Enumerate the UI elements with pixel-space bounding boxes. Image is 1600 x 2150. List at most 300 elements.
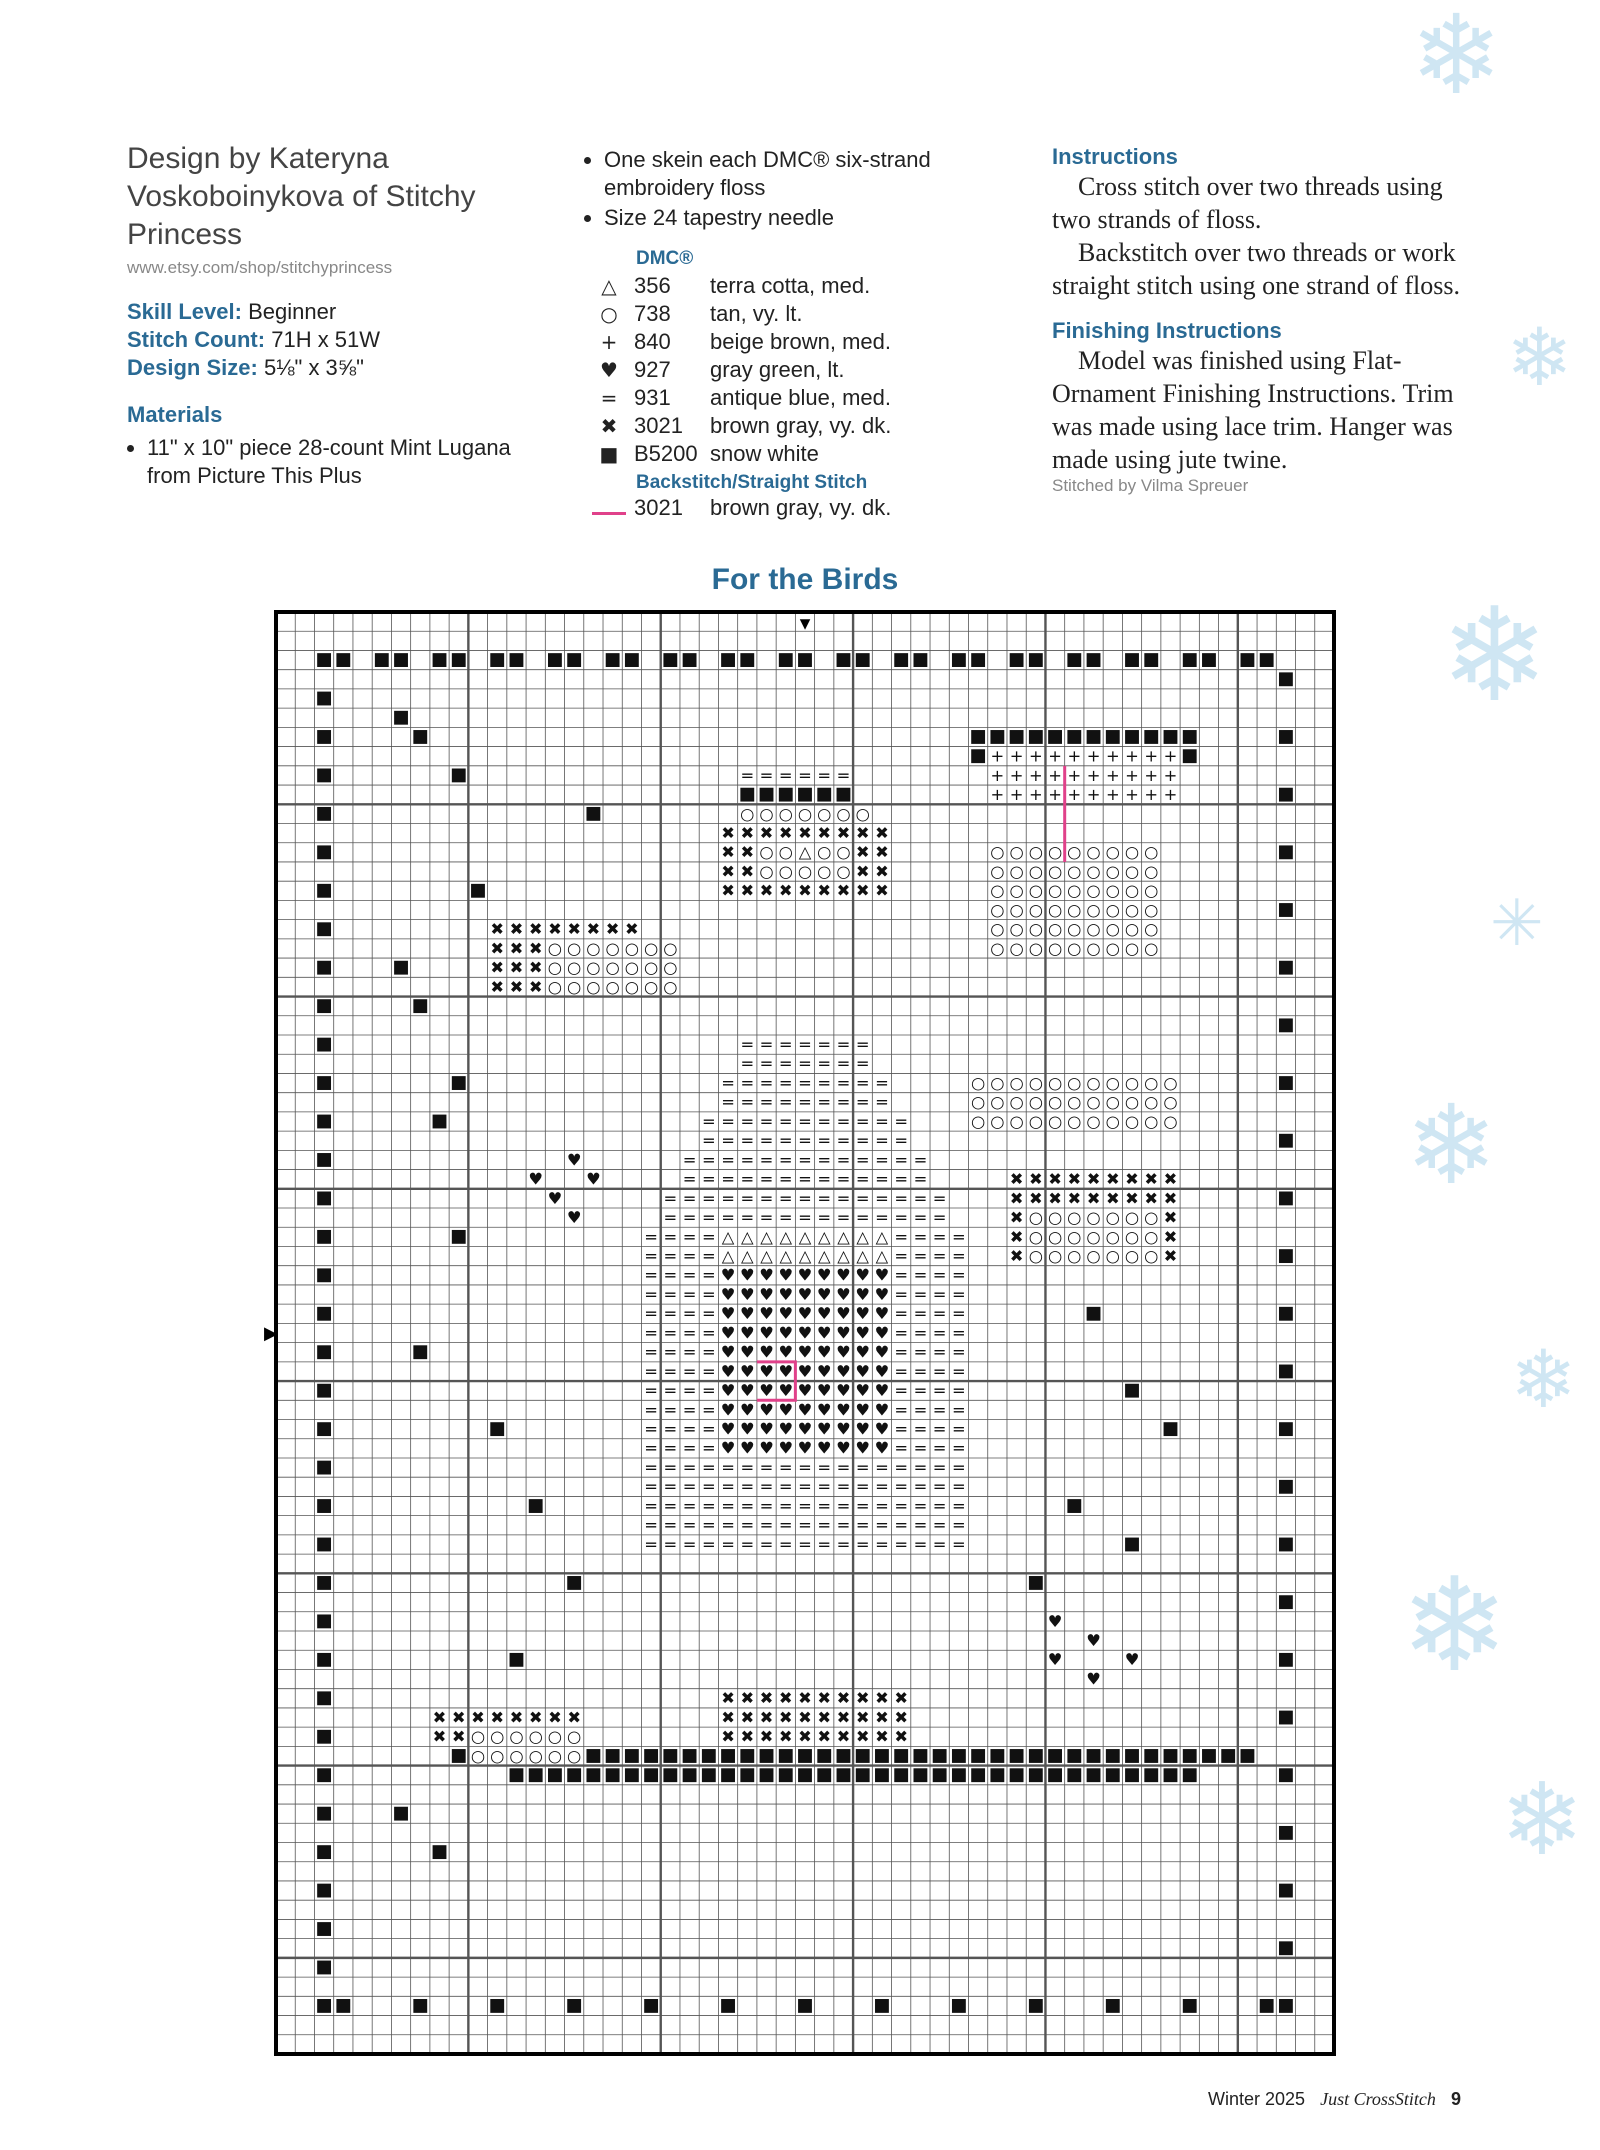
stitch-symbol: ✖	[625, 919, 639, 939]
stitch-symbol: =	[932, 1323, 947, 1343]
stitch-symbol	[856, 1768, 870, 1782]
stitch-symbol: =	[875, 1111, 889, 1131]
stitch-symbol: △	[779, 1246, 793, 1266]
stitch-symbol	[413, 730, 427, 744]
stitch-symbol: ○	[1028, 938, 1043, 958]
stitch-symbol: =	[798, 1034, 812, 1054]
stitch-symbol	[1241, 1749, 1255, 1763]
stitch-symbol	[644, 1999, 658, 2013]
stitch-symbol: ○	[971, 1073, 986, 1093]
stitch-symbol	[721, 1768, 735, 1782]
stitch-symbol: ♥	[759, 1400, 774, 1420]
stitch-symbol	[1010, 1749, 1024, 1763]
stitch-symbol: ✖	[855, 1707, 870, 1727]
stitch-symbol: ○	[1009, 900, 1024, 920]
stitch-symbol	[1144, 730, 1158, 744]
stitch-symbol: ♥	[759, 1419, 774, 1439]
stitch-symbol: ○	[1028, 1246, 1043, 1266]
key-row: ■ B5200 snow white	[584, 440, 1044, 468]
stitch-symbol: △	[798, 842, 812, 862]
stitch-symbol: ○	[1105, 1208, 1120, 1228]
stitch-symbol	[336, 653, 350, 667]
stitch-symbol: =	[644, 1477, 658, 1497]
stitch-symbol: =	[682, 1284, 697, 1304]
stitch-symbol	[586, 1768, 600, 1782]
stitch-symbol: =	[740, 1534, 755, 1554]
stitch-symbol	[856, 1749, 870, 1763]
stitch-symbol: =	[875, 1188, 889, 1208]
stitch-symbol	[1279, 1595, 1293, 1609]
stitch-symbol	[529, 1499, 543, 1513]
stitch-symbol: ✖	[509, 919, 524, 939]
stitch-symbol	[1164, 1768, 1178, 1782]
stitch-symbol: =	[952, 1227, 966, 1247]
stitch-symbol: =	[855, 1092, 870, 1112]
stitch-symbol: +	[1028, 765, 1043, 785]
stitch-symbol: ○	[1124, 938, 1140, 958]
stitch-symbol: ○	[817, 861, 832, 881]
stitch-symbol	[1087, 730, 1101, 744]
stitch-symbol: =	[721, 1131, 735, 1151]
stitch-symbol	[1260, 653, 1274, 667]
stitch-symbol: =	[759, 1208, 774, 1228]
stitch-symbol: =	[894, 1284, 909, 1304]
stitch-symbol: ○	[547, 1746, 563, 1766]
stitch-symbol: ○	[1105, 1111, 1120, 1131]
stitch-symbol: =	[913, 1534, 928, 1554]
stitch-symbol	[1183, 730, 1197, 744]
stitch-symbol: ♥	[720, 1304, 736, 1324]
stitch-symbol: =	[759, 1092, 774, 1112]
material-item: • 11" x 10" piece 28-count Mint Lugana from Picture This Plus	[147, 434, 547, 490]
stitch-symbol: ✖	[490, 958, 505, 978]
stitch-symbol: =	[836, 1092, 851, 1112]
stitch-symbol: ○	[1144, 1208, 1159, 1228]
stitch-symbol: ○	[1047, 938, 1063, 958]
stitch-symbol: ○	[1009, 1111, 1024, 1131]
stitch-symbol: =	[817, 1534, 832, 1554]
stitch-symbol: ○	[1144, 861, 1159, 881]
stitch-symbol: =	[663, 1265, 678, 1285]
floss-column	[584, 146, 1044, 522]
stitch-symbol	[1029, 730, 1043, 744]
stitch-symbol: =	[894, 1361, 909, 1381]
stitch-symbol: =	[913, 1457, 928, 1477]
snowflake-icon: ❄	[1410, 0, 1503, 119]
stitch-symbol: =	[701, 1188, 716, 1208]
stitch-symbol	[1202, 653, 1216, 667]
stitch-symbol: ○	[1124, 919, 1140, 939]
stitch-symbol: =	[759, 1515, 774, 1535]
stitch-symbol: =	[644, 1246, 658, 1266]
stitch-symbol: =	[721, 1073, 735, 1093]
stitch-symbol	[760, 1749, 774, 1763]
stitch-symbol	[779, 1749, 793, 1763]
floss-key	[584, 272, 1044, 468]
stitched-by: Stitched by Vilma Spreuer	[1052, 476, 1249, 495]
stitch-symbol: =	[952, 1284, 966, 1304]
stitch-symbol: ○	[1047, 1227, 1063, 1247]
stitch-symbol: =	[836, 1208, 851, 1228]
stitch-symbol: =	[855, 1150, 870, 1170]
stitch-symbol: ○	[643, 938, 659, 958]
stitch-symbol: ○	[1009, 938, 1024, 958]
stitch-symbol: +	[1009, 765, 1024, 785]
stitch-symbol: ○	[624, 938, 639, 958]
stitch-symbol: ✖	[1009, 1169, 1024, 1189]
stitch-symbol: ○	[990, 861, 1005, 881]
stitch-symbol: ♥	[739, 1265, 755, 1285]
stitch-symbol: ✖	[548, 1707, 562, 1727]
stitch-symbol: ✖	[721, 1688, 735, 1708]
stitch-symbol: ○	[1086, 861, 1101, 881]
stitch-symbol: =	[701, 1477, 716, 1497]
stitch-symbol	[317, 1499, 331, 1513]
stitch-symbol: ○	[528, 1746, 543, 1766]
stitch-symbol: ○	[1105, 1246, 1120, 1266]
stitch-symbol: ○	[1105, 919, 1120, 939]
stitch-symbol	[1279, 788, 1293, 802]
stitch-symbol: △	[837, 1246, 850, 1266]
stitch-symbol	[952, 1749, 966, 1763]
stitch-symbol: ♥	[816, 1265, 832, 1285]
stitch-symbol: ♥	[816, 1323, 832, 1343]
stitch-symbol	[760, 1768, 774, 1782]
stitch-symbol: =	[778, 1188, 793, 1208]
stitch-symbol	[606, 1768, 620, 1782]
stitch-symbol	[1144, 653, 1158, 667]
stitch-symbol: ♥	[778, 1284, 794, 1304]
stitch-symbol: =	[798, 1054, 812, 1074]
stitch-symbol	[1144, 1749, 1158, 1763]
stitch-symbol: =	[836, 1034, 851, 1054]
stitch-symbol: ○	[1067, 1111, 1082, 1131]
stitch-symbol: ✖	[471, 1707, 485, 1727]
stitch-symbol: ○	[1105, 861, 1120, 881]
stitch-symbol: ○	[1028, 861, 1043, 881]
stitch-symbol	[548, 1768, 562, 1782]
stitch-symbol: ○	[1105, 1227, 1120, 1247]
stitch-symbol: =	[701, 1265, 716, 1285]
stitch-symbol	[740, 653, 754, 667]
stitch-symbol: =	[682, 1381, 697, 1401]
stitch-symbol	[317, 999, 331, 1013]
stitch-symbol: ✖	[875, 881, 889, 901]
stitch-symbol: ○	[490, 1727, 505, 1747]
stitch-symbol	[971, 1768, 985, 1782]
stitch-symbol: =	[913, 1265, 928, 1285]
stitch-symbol: +	[1125, 765, 1139, 785]
stitch-symbol: ○	[1105, 1092, 1120, 1112]
stitch-symbol: =	[952, 1496, 966, 1516]
stitch-symbol: ♥	[836, 1438, 851, 1458]
stitch-symbol: ○	[1163, 1092, 1178, 1112]
stitch-symbol: =	[952, 1323, 966, 1343]
stitch-symbol: ✖	[1163, 1188, 1178, 1208]
stitch-symbol: =	[721, 1208, 735, 1228]
stitch-symbol: =	[759, 1534, 774, 1554]
stitch-symbol: ○	[740, 804, 755, 824]
stitch-symbol: =	[894, 1304, 909, 1324]
stitch-symbol: ✖	[1105, 1188, 1120, 1208]
stitch-symbol: =	[644, 1304, 658, 1324]
stitch-symbol	[625, 1768, 639, 1782]
instructions-heading: Instructions	[1052, 144, 1178, 169]
stitch-symbol	[1067, 730, 1081, 744]
stitch-symbol: ✖	[509, 958, 524, 978]
stitch-symbol: ♥	[836, 1419, 851, 1439]
stitch-symbol: =	[701, 1438, 716, 1458]
stitch-symbol: =	[721, 1457, 735, 1477]
stitch-symbol: ○	[1028, 881, 1043, 901]
stitch-symbol: ♥	[720, 1323, 736, 1343]
stitch-symbol: =	[932, 1227, 947, 1247]
stitch-symbol: =	[875, 1477, 889, 1497]
stitch-symbol: ✖	[490, 938, 505, 958]
instructions-p1: Cross stitch over two threads using two strands of floss.	[1052, 172, 1443, 234]
stitch-symbol: ○	[759, 804, 774, 824]
stitch-symbol: =	[701, 1419, 716, 1439]
stitch-symbol: =	[798, 1150, 812, 1170]
stitch-symbol: =	[682, 1400, 697, 1420]
stitch-symbol	[375, 653, 389, 667]
stitch-symbol: ○	[990, 919, 1005, 939]
stitch-symbol	[317, 1768, 331, 1782]
stitch-symbol: ♥	[778, 1381, 794, 1401]
stitch-symbol	[798, 788, 812, 802]
stitch-symbol: =	[778, 765, 793, 785]
stitch-symbol	[856, 653, 870, 667]
stitch-symbol: =	[875, 1073, 889, 1093]
stitch-symbol: =	[721, 1534, 735, 1554]
stitch-symbol: =	[913, 1227, 928, 1247]
stitch-symbol: △	[798, 1227, 812, 1247]
stitch-symbol: =	[817, 1515, 832, 1535]
stitch-symbol: ♥	[816, 1304, 832, 1324]
stitch-symbol: ✖	[740, 881, 755, 901]
stitch-symbol: ✖	[778, 881, 793, 901]
stitch-symbol	[1106, 1749, 1120, 1763]
stitch-symbol: =	[663, 1534, 678, 1554]
stitch-symbol: ○	[1144, 1073, 1159, 1093]
stitch-symbol: ♥	[836, 1265, 851, 1285]
stitch-symbol	[317, 692, 331, 706]
stitch-symbol: ○	[1105, 881, 1120, 901]
stitch-symbol	[317, 1961, 331, 1975]
stitch-symbol	[1183, 1749, 1197, 1763]
stitch-symbol: ○	[470, 1746, 486, 1766]
stitch-symbol: =	[644, 1323, 658, 1343]
stitch-symbol: ♥	[759, 1284, 774, 1304]
stitch-symbol: =	[759, 1188, 774, 1208]
stitch-symbol: ○	[1086, 1073, 1101, 1093]
stitch-symbol: △	[817, 1246, 831, 1266]
stitch-symbol: =	[913, 1361, 928, 1381]
stitch-symbol	[683, 653, 697, 667]
stitch-symbol: =	[798, 1496, 812, 1516]
stitch-symbol	[433, 1115, 447, 1129]
stitch-symbol	[1279, 903, 1293, 917]
stitch-symbol: △	[875, 1246, 889, 1266]
stitch-symbol: =	[952, 1477, 966, 1497]
stitch-symbol: =	[855, 1534, 870, 1554]
stitch-symbol: =	[875, 1515, 889, 1535]
stitch-symbol	[702, 1749, 716, 1763]
stitch-symbol: +	[1048, 765, 1062, 785]
stitch-symbol: ✖	[817, 1727, 832, 1747]
stitch-symbol: =	[952, 1361, 966, 1381]
stitch-symbol: ♥	[855, 1438, 871, 1458]
stitch-symbol: ✖	[875, 1727, 889, 1747]
stitch-symbol	[1106, 1768, 1120, 1782]
stitch-symbol: +	[1028, 785, 1043, 805]
stitch-symbol: ♥	[797, 1342, 813, 1362]
stitch-symbol	[317, 1384, 331, 1398]
stitch-symbol: =	[721, 1477, 735, 1497]
stitch-symbol	[837, 653, 851, 667]
stitch-symbol: =	[721, 1092, 735, 1112]
stitch-symbol: +	[1125, 746, 1139, 766]
stitch-symbol: =	[644, 1534, 658, 1554]
stitch-symbol: ○	[1047, 1092, 1063, 1112]
stitch-symbol: +	[1067, 765, 1082, 785]
stitch-symbol: ♥	[874, 1265, 890, 1285]
stitch-symbol: +	[1163, 746, 1178, 766]
stitch-symbol	[317, 884, 331, 898]
stitch-symbol: +	[1105, 746, 1120, 766]
stitch-symbol: ✖	[490, 919, 505, 939]
stitch-symbol: +	[1144, 785, 1159, 805]
stitch-symbol: =	[663, 1304, 678, 1324]
stitch-symbol: =	[682, 1419, 697, 1439]
pink-line-icon	[584, 496, 634, 520]
stitch-symbol	[567, 653, 581, 667]
stitch-symbol: =	[913, 1188, 928, 1208]
stitch-symbol	[1164, 1749, 1178, 1763]
stitch-symbol	[452, 1230, 466, 1244]
stitch-symbol: ✖	[894, 1688, 909, 1708]
stitch-symbol	[663, 653, 677, 667]
stitch-symbol	[567, 1768, 581, 1782]
stitch-symbol	[317, 1691, 331, 1705]
stitch-symbol	[933, 1749, 947, 1763]
stitch-symbol: ○	[509, 1727, 524, 1747]
stitch-symbol: ♥	[816, 1381, 832, 1401]
stitch-symbol: ○	[778, 804, 793, 824]
stitch-symbol: ✖	[875, 861, 889, 881]
stitch-symbol: ○	[1067, 842, 1082, 862]
stitch-symbol: =	[894, 1342, 909, 1362]
stitch-symbol: ○	[1086, 919, 1101, 939]
stitch-symbol	[721, 653, 735, 667]
stitch-symbol	[721, 1999, 735, 2013]
stitch-symbol: ✖	[836, 1727, 851, 1747]
stitch-symbol: =	[855, 1111, 870, 1131]
stitch-symbol: ✖	[875, 1688, 889, 1708]
stitch-symbol	[1067, 1749, 1081, 1763]
stitch-symbol	[1279, 1076, 1293, 1090]
stitch-symbol: ○	[778, 842, 793, 862]
stitch-symbol: =	[644, 1361, 658, 1381]
stitch-symbol: ♥	[874, 1304, 890, 1324]
stitch-symbol: ○	[1163, 1073, 1178, 1093]
stitch-symbol: ○	[1144, 938, 1159, 958]
stitch-symbol: ✖	[817, 881, 832, 901]
stitch-symbol	[1164, 730, 1178, 744]
stitch-symbol: ○	[990, 1092, 1005, 1112]
stitch-symbol: ♥	[836, 1361, 851, 1381]
stitch-symbol: ✖	[1163, 1208, 1178, 1228]
stitch-symbol: ✖	[721, 1727, 735, 1747]
stitch-symbol	[990, 1749, 1004, 1763]
stitch-symbol: =	[894, 1227, 909, 1247]
stitch-symbol	[510, 653, 524, 667]
stitch-symbol: =	[682, 1304, 697, 1324]
stitch-symbol	[510, 1768, 524, 1782]
stitch-symbol: ♥	[855, 1304, 871, 1324]
stitch-symbol: =	[836, 1188, 851, 1208]
stitch-symbol	[317, 961, 331, 975]
stitch-symbol: =	[798, 1534, 812, 1554]
stitch-symbol: ✖	[1144, 1169, 1159, 1189]
stitch-symbol	[1279, 1941, 1293, 1955]
stitch-symbol: =	[759, 1034, 774, 1054]
stitch-symbol: ○	[1067, 919, 1082, 939]
stitch-symbol: ✖	[817, 1707, 832, 1727]
stitch-symbol	[317, 1807, 331, 1821]
stitch-symbol: ♥	[816, 1438, 832, 1458]
stitch-symbol: ✖	[836, 1707, 851, 1727]
stitch-symbol: =	[817, 1188, 832, 1208]
stitch-symbol: ○	[1105, 842, 1120, 862]
stitch-symbol: ♥	[586, 1169, 601, 1189]
stitch-symbol	[952, 1768, 966, 1782]
stitch-symbol: ♥	[816, 1342, 832, 1362]
designer-url[interactable]: www.etsy.com/shop/stitchyprincess	[127, 258, 393, 277]
stitch-symbol: ♥	[778, 1438, 794, 1458]
stitch-symbol: ○	[663, 958, 678, 978]
stitch-symbol: =	[721, 1515, 735, 1535]
stitch-symbol	[1279, 1768, 1293, 1782]
stitch-symbol: =	[875, 1496, 889, 1516]
stitch-symbol: =	[798, 1092, 812, 1112]
stitch-symbol: =	[913, 1419, 928, 1439]
stitch-symbol: =	[701, 1227, 716, 1247]
stitch-symbol: ♥	[797, 1438, 813, 1458]
stitch-symbol	[1144, 1768, 1158, 1782]
stitch-symbol: △	[721, 1227, 735, 1247]
stitch-symbol: =	[817, 1092, 832, 1112]
stitch-symbol: =	[759, 1496, 774, 1516]
stitch-symbol	[317, 1922, 331, 1936]
stitch-symbol	[317, 1345, 331, 1359]
stitch-symbol: =	[759, 1131, 774, 1151]
stitch-symbol: ✖	[509, 938, 524, 958]
stitch-symbol: ○	[567, 1727, 582, 1747]
stitch-symbol: ♥	[797, 1361, 813, 1381]
stitch-symbol: =	[817, 1457, 832, 1477]
stitch-symbol: ○	[1047, 881, 1063, 901]
stitch-symbol: =	[836, 1169, 851, 1189]
stitch-symbol: =	[663, 1227, 678, 1247]
stitch-symbol	[1087, 1749, 1101, 1763]
stitch-symbol: ○	[1124, 1227, 1140, 1247]
stitch-symbol	[702, 1768, 716, 1782]
stitch-symbol: =	[798, 1169, 812, 1189]
stitch-symbol: ♥	[720, 1381, 736, 1401]
stitch-symbol	[1241, 653, 1255, 667]
stitch-symbol	[913, 1768, 927, 1782]
